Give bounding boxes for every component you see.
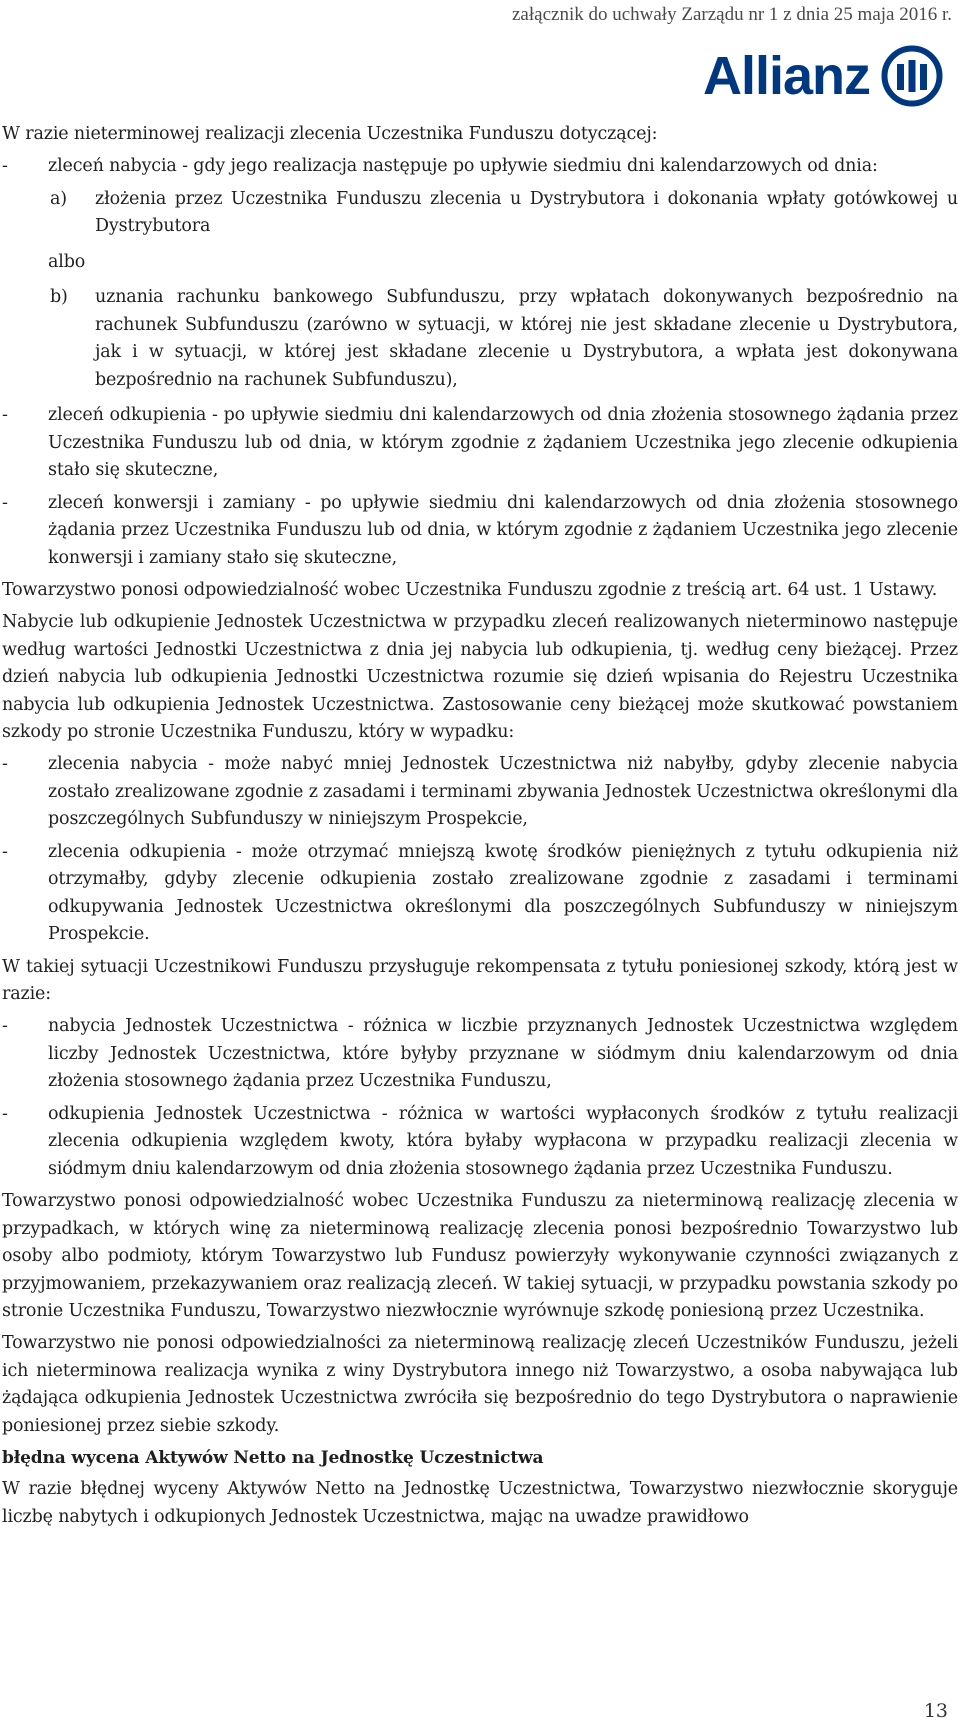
dash-marker: - [2,492,8,513]
annex-note: załącznik do uchwały Zarządu nr 1 z dnia 25 maja 2016 r. [512,4,952,25]
sub-list-item-b [2,284,958,394]
allianz-eagle-icon [880,44,944,108]
sub-item-text: uznania rachunku bankowego Subfunduszu, przy wpłatach dokonywanych bezpośrednio na rachunek Subfunduszu (zarówno w sytuacji, w której nie jest składane zlecenie u Dystrybutora, jak i w sytuacji, w której jest składane zlecenie u Dystrybutora, a wpłata jest dokonywana bezpośrednio na rachunek Subfunduszu), [95,287,958,390]
list-item-text: nabycia Jednostek Uczestnictwa - różnica w liczbie przyznanych Jednostek Uczestnictwa względem liczby Jednostek Uczestnictwa, które byłyby przyznane w siódmym dniu kalendarzowym od dnia złożenia stosownego żądania przez Uczestnika Funduszu, [48,1016,958,1091]
brand-logo [703,44,944,108]
list-item [2,402,958,485]
list-item [2,839,958,949]
list-item-text: odkupienia Jednostek Uczestnictwa - różnica w wartości wypłaconych środków z tytułu realizacji zlecenia odkupienia względem kwoty, która byłaby wypłacona w przypadku realizacji zlecenia w siódmym dniu kalendarzowym od dnia złożenia stosownego żądania przez Uczestnika Funduszu. [48,1103,958,1179]
list-item [2,153,958,181]
page-number: 13 [923,1700,948,1722]
dash-marker: - [2,156,8,176]
dash-marker: - [2,841,8,862]
paragraph: Towarzystwo nie ponosi odpowiedzialności za nieterminową realizację zleceń Uczestników Funduszu, jeżeli ich nieterminowa realizacja wynika z winy Dystrybutora innego niż Towarzystwo, a osoba nabywająca lub żądająca odkupienia Jednostek Uczestnictwa zwróciła się bezpośrednio do tego Dystrybutora o naprawienie poniesionej przez siebie szkody. [2,1333,958,1436]
list-item [2,1101,958,1184]
list-item-text: zlecenia odkupienia - może otrzymać mniejszą kwotę środków pieniężnych z tytułu odkupienia niż otrzymałby, gdyby zlecenie odkupienia zostało zrealizowane zgodnie z zasadami i terminami odkupywania Jednostek Uczestnictwa określonymi dla poszczególnych Subfunduszy w niniejszym Prospekcie. [48,841,958,944]
list-item [2,490,958,573]
sub-marker-a: a) [50,188,67,209]
list-item [2,751,958,834]
albo-connector: albo [48,251,86,272]
intro-paragraph: W razie nieterminowej realizacji zlecenia Uczestnika Funduszu dotyczącej: [2,124,658,144]
dash-marker: - [2,754,8,774]
paragraph: Towarzystwo ponosi odpowiedzialność wobec Uczestnika Funduszu zgodnie z treścią art. 64 ust. 1 Ustawy. [2,580,938,600]
paragraph: W takiej sytuacji Uczestnikowi Funduszu przysługuje rekompensata z tytułu poniesionej szkody, którą jest w razie: [2,956,958,1004]
list-item-text: zleceń odkupienia - po upływie siedmiu dni kalendarzowych od dnia złożenia stosownego żądania przez Uczestnika Funduszu lub od dnia, w którym zgodnie z żądaniem Uczestnika jego zlecenie odkupienia stało się skuteczne, [48,405,958,480]
sub-item-text: złożenia przez Uczestnika Funduszu zlecenia u Dystrybutora i dokonania wpłaty gotówkowej u Dystrybutora [95,188,958,236]
list-item-text: zlecenia nabycia - może nabyć mniej Jednostek Uczestnictwa niż nabyłby, gdyby zlecenie nabycia zostało zrealizowane zgodnie z zasadami i terminami zbywania Jednostek Uczestnictwa określonymi dla poszczególnych Subfunduszy w niniejszym Prospekcie, [48,754,958,829]
dash-marker: - [2,1103,8,1124]
document-body [2,121,958,1536]
list-item [2,1013,958,1096]
section-heading: błędna wycena Aktywów Netto na Jednostkę Uczestnictwa [2,1447,544,1468]
paragraph: W razie błędnej wyceny Aktywów Netto na Jednostkę Uczestnictwa, Towarzystwo niezwłocznie skoryguje liczbę nabytych i odkupionych Jednostek Uczestnictwa, mając na uwadze prawidłowo [2,1479,958,1527]
list-item-text: zleceń konwersji i zamiany - po upływie siedmiu dni kalendarzowych od dnia złożenia stosownego żądania przez Uczestnika Funduszu lub od dnia, w którym zgodnie z żądaniem Uczestnika jego zlecenie konwersji i zamiany stało się skuteczne, [48,492,958,568]
dash-marker: - [2,405,8,425]
dash-marker: - [2,1016,8,1036]
paragraph: Nabycie lub odkupienie Jednostek Uczestnictwa w przypadku zleceń realizowanych nieterminowo następuje według wartości Jednostki Uczestnictwa z dnia jej nabycia lub odkupienia, tj. według ceny bieżącej. Przez dzień nabycia lub odkupienia Jednostki Uczestnictwa rozumie się dzień wpisania do Rejestru Uczestnika nabycia lub odkupienia Jednostek Uczestnictwa. Zastosowanie ceny bieżącej może skutkować powstaniem szkody po stronie Uczestnika Funduszu, który w wypadku: [2,612,958,742]
sub-marker-b: b) [50,287,68,307]
sub-list-item-a [2,186,958,241]
list-item-text: zleceń nabycia - gdy jego realizacja następuje po upływie siedmiu dni kalendarzowych od dnia: [48,156,878,176]
logo-text: Allianz [702,46,870,106]
paragraph: Towarzystwo ponosi odpowiedzialność wobec Uczestnika Funduszu za nieterminową realizację zlecenia w przypadkach, w których winę za nieterminową realizację zlecenia ponosi bezpośrednio Towarzystwo lub osoby albo podmioty, którym Towarzystwo lub Fundusz powierzyły wykonywanie czynności związanych z przyjmowaniem, przekazywaniem oraz realizacją zleceń. W takiej sytuacji, w przypadku powstania szkody po stronie Uczestnika Funduszu, Towarzystwo niezwłocznie wyrównuje szkodę poniesioną przez Uczestnika. [2,1191,958,1321]
